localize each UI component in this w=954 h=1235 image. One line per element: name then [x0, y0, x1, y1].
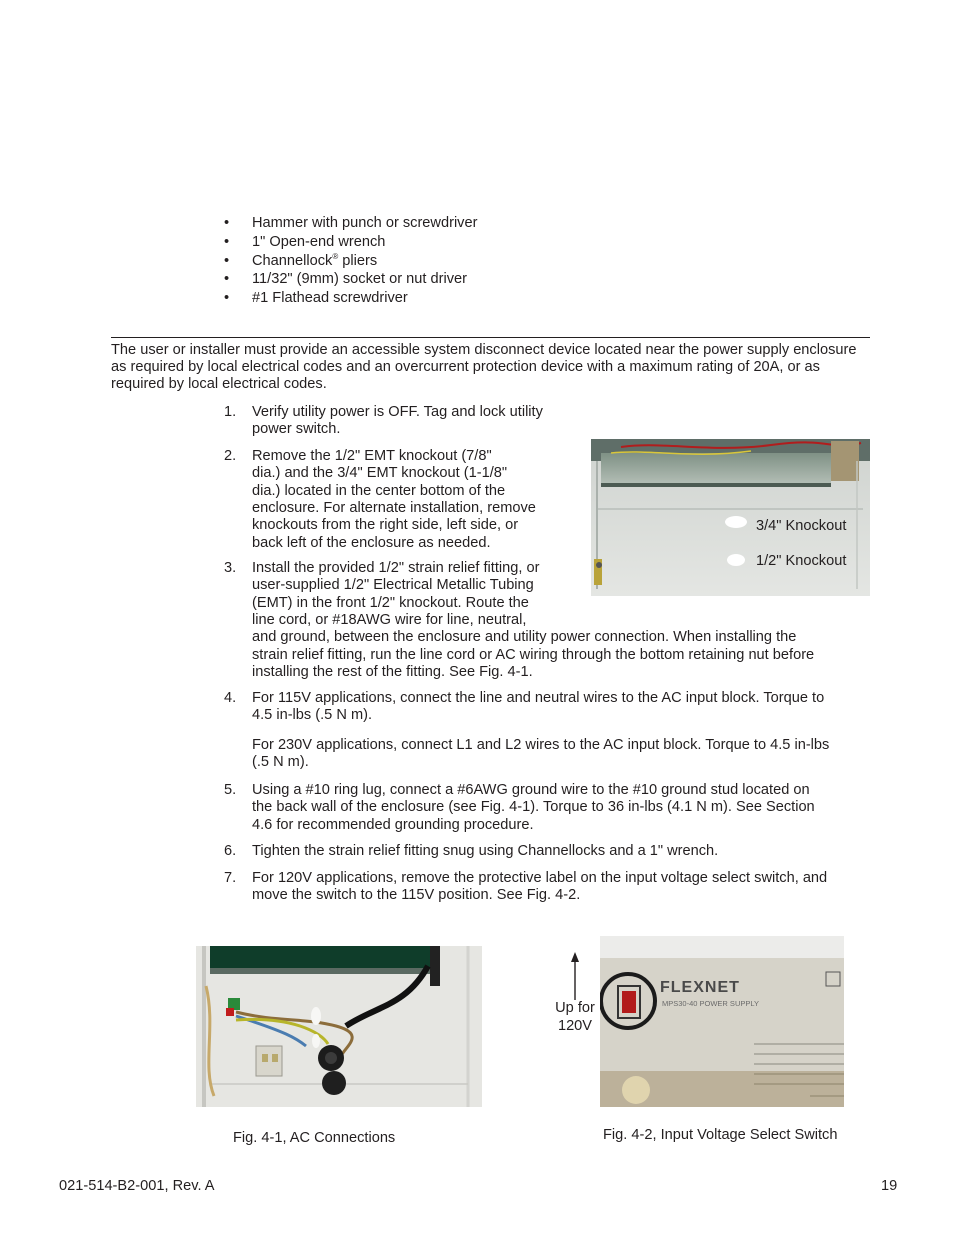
arrow-label-line2: 120V: [557, 1018, 593, 1034]
intro-paragraph: The user or installer must provide an accessible system disconnect device located near the power supply enclosure as required by local electrical codes and an overcurrent protection device with a maximum rating of 20A, or as required by local electrical codes.: [111, 342, 857, 392]
step-text-line: dia.) and the 3/4" EMT knockout (1-1/8": [252, 465, 508, 482]
fig-4-1-photo: [196, 946, 482, 1107]
bullet: •: [224, 215, 230, 231]
step-text-line: Remove the 1/2" EMT knockout (7/8": [252, 448, 492, 464]
step-text-line: 4.6 for recommended grounding procedure.: [252, 816, 534, 833]
tool-text-after: pliers: [338, 252, 378, 269]
label-3-4-knockout: 3/4" Knockout: [756, 518, 847, 534]
enclosure-knockout-image: [591, 439, 870, 596]
step-text-line: strain relief fitting, run the line cord or AC wiring through the bottom retaining nut before: [252, 646, 815, 663]
bullet: •: [224, 252, 230, 269]
fig-4-1-caption: Fig. 4-1, AC Connections: [233, 1130, 396, 1146]
up-arrow-annotation: [546, 952, 600, 1072]
tool-text: 11/32" (9mm) socket or nut driver: [252, 271, 467, 288]
ac-connections-image: [196, 946, 482, 1107]
step-text-line: 4.5 in-lbs (.5 N m).: [252, 707, 373, 724]
step-text-line: Install the provided 1/2" strain relief fitting, or: [252, 560, 540, 576]
step-text-line: power switch.: [252, 421, 341, 438]
tool-text: Hammer with punch or screwdriver: [252, 215, 478, 231]
tool-item: [224, 290, 644, 309]
step-text-line: For 230V applications, connect L1 and L2 wires to the AC input block. Torque to 4.5 in-lbs: [252, 737, 830, 753]
step-text-line: For 115V applications, connect the line and neutral wires to the AC input block. Torque to: [252, 690, 825, 706]
step-text-line: and ground, between the enclosure and utility power connection. When installing the: [252, 629, 797, 646]
tools-list: [224, 215, 644, 309]
registered-mark: ®: [332, 251, 339, 261]
step-number: 7.: [224, 870, 237, 886]
fig-4-2-photo: [600, 936, 844, 1107]
step-text-line: enclosure. For alternate installation, remove: [252, 499, 536, 516]
step-text-line: (EMT) in the front 1/2" knockout. Route the: [252, 594, 529, 611]
tool-text: 1" Open-end wrench: [252, 233, 386, 250]
step-number: 6.: [224, 843, 237, 859]
section-divider: [111, 337, 870, 338]
model-label: MPS30-40 POWER SUPPLY: [662, 999, 759, 1008]
tool-item: [224, 234, 644, 253]
step-number: 1.: [224, 404, 237, 420]
step-text-line: Verify utility power is OFF. Tag and lock utility: [252, 404, 543, 420]
input-voltage-switch-image: [600, 936, 844, 1107]
step-number: 2.: [224, 448, 237, 464]
step-text-line: installing the rest of the fitting. See Fig. 4-1.: [252, 663, 533, 680]
label-1-2-knockout: 1/2" Knockout: [756, 553, 847, 569]
page-number: 19: [881, 1178, 898, 1194]
step-number: 4.: [224, 690, 237, 706]
step-text-line: line cord, or #18AWG wire for line, neutral,: [252, 611, 527, 628]
step-text-line: move the switch to the 115V position. See Fig. 4-2.: [252, 887, 581, 904]
step-text-line: back left of the enclosure as needed.: [252, 534, 491, 551]
step-text-line: user-supplied 1/2" Electrical Metallic Tubing: [252, 577, 534, 594]
step-text-line: knockouts from the right side, left side, or: [252, 517, 519, 534]
step-text-line: Tighten the strain relief fitting snug using Channellocks and a 1" wrench.: [252, 843, 719, 859]
bullet: •: [224, 233, 230, 250]
tool-item: [224, 271, 644, 290]
fig-4-2-caption: Fig. 4-2, Input Voltage Select Switch: [603, 1127, 838, 1143]
step-text-line: dia.) located in the center bottom of the: [252, 482, 506, 499]
step-text-line: For 120V applications, remove the protective label on the input voltage select switch, and: [252, 870, 828, 886]
up-arrow-icon: [546, 952, 600, 1002]
bullet: •: [224, 290, 230, 307]
bullet: •: [224, 271, 230, 288]
arrow-label-line1: Up for: [555, 1000, 595, 1016]
tool-text: Channellock: [252, 252, 333, 269]
step-text-line: the back wall of the enclosure (see Fig. 4-1). Torque to 36 in-lbs (4.1 N m). See Section: [252, 799, 815, 816]
tool-item: [224, 215, 644, 234]
step-text-line: Using a #10 ring lug, connect a #6AWG ground wire to the #10 ground stud located on: [252, 782, 810, 798]
document-number: 021-514-B2-001, Rev. A: [59, 1178, 215, 1194]
step-number: 5.: [224, 782, 237, 798]
step-text-line: (.5 N m).: [252, 754, 309, 771]
tool-item: [224, 253, 644, 272]
brand-label: FLEXNET: [660, 979, 740, 996]
knockout-photo: [591, 439, 870, 596]
step-number: 3.: [224, 560, 237, 576]
tool-text: #1 Flathead screwdriver: [252, 290, 408, 307]
